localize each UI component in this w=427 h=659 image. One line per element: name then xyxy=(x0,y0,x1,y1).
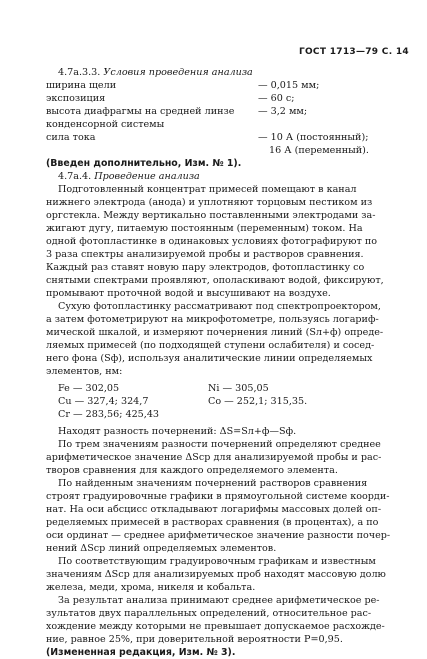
analytical-line: Co — 252,1; 315,35. xyxy=(208,396,308,407)
analytical-line-row xyxy=(46,408,408,421)
text-line: Подготовленный концентрат примесей помещают в канал xyxy=(58,184,357,195)
page-header: ГОСТ 1713—79 С. 14 xyxy=(298,47,409,57)
text-line: него фона (Sф), используя аналитические линии определяемых xyxy=(46,353,373,364)
param-value: — 0,015 мм; xyxy=(258,80,320,91)
text-line: значениям ΔSср для анализируемых проб находят массовую долю xyxy=(46,569,386,580)
param-value xyxy=(258,118,408,131)
text-line: Каждый раз ставят новую пару электродов, фотопластинку со xyxy=(46,262,365,273)
text-line: промывают проточной водой и высушивают на воздухе. xyxy=(46,288,331,299)
param-row xyxy=(46,118,408,131)
section-number: 4.7а.4. xyxy=(58,171,92,182)
analysis-parameters xyxy=(46,79,408,157)
analytical-line: Cu — 327,4; 324,7 xyxy=(58,396,149,407)
text-line: За результат анализа принимают среднее арифметическое ре- xyxy=(58,595,380,606)
text-line: По трем значениям разности почернений определяют среднее xyxy=(58,439,381,450)
text-line: По соответствующим градуировочным графикам и известным xyxy=(58,556,376,567)
param-label: экспозиция xyxy=(46,93,106,104)
analytical-line: Cr — 283,56; 425,43 xyxy=(58,409,160,420)
text-line: ляемых примесей (по подходящей ступени ослабителя) и сосед- xyxy=(46,340,375,351)
text-line: снятыми спектрами проявляют, ополаскивают водой, фиксируют, xyxy=(46,275,384,286)
text-line: арифметическое значение ΔSср для анализируемой пробы и рас- xyxy=(46,452,382,463)
analytical-line-row xyxy=(46,395,408,408)
param-label: конденсорной системы xyxy=(46,119,165,130)
text-line: зультатов двух параллельных определений, относительное рас- xyxy=(46,608,372,619)
amendment-note-1: (Введен дополнительно, Изм. № 1). xyxy=(46,158,242,169)
text-line: жигают дугу, питаемую постоянным (переменным) током. На xyxy=(46,223,363,234)
param-value: — 3,2 мм; xyxy=(258,106,308,117)
difference-formula: Находят разность почернений: ΔS=Sл+ф—Sф. xyxy=(58,426,297,437)
text-line: железа, меди, хрома, никеля и кобальта. xyxy=(46,582,256,593)
analytical-line-row xyxy=(46,382,408,395)
text-line: оргстекла. Между вертикально поставленными электродами за- xyxy=(46,210,376,221)
text-line: элементов, нм: xyxy=(46,366,123,377)
text-line: оси ординат — среднее арифметическое значение разности почер- xyxy=(46,530,391,541)
text-line: творов сравнения для каждого определяемого элемента. xyxy=(46,465,338,476)
param-row xyxy=(46,131,408,144)
text-line: а затем фотометрируют на микрофотометре, пользуясь логариф- xyxy=(46,314,379,325)
param-label: ширина щели xyxy=(46,80,117,91)
text-line: ределяемых примесей в растворах сравнения (в процентах), а по xyxy=(46,517,379,528)
param-row xyxy=(46,79,408,92)
param-label: высота диафрагмы на средней линзе xyxy=(46,106,235,117)
section-number: 4.7а.3.3. xyxy=(58,67,101,78)
analytical-line xyxy=(208,408,408,421)
text-line: По найденным значениям почернений растворов сравнения xyxy=(58,478,368,489)
text-line: нений ΔSср линий определяемых элементов. xyxy=(46,543,277,554)
paragraph-6 xyxy=(46,555,408,594)
section-4-7a-3-3-title xyxy=(46,66,408,79)
param-label xyxy=(46,144,258,157)
param-row xyxy=(46,105,408,118)
paragraph-4 xyxy=(46,438,408,477)
paragraph-5 xyxy=(46,477,408,555)
param-row xyxy=(46,92,408,105)
param-label: сила тока xyxy=(46,132,96,143)
param-value: 16 А (переменный). xyxy=(269,145,369,156)
section-title: Условия проведения анализа xyxy=(103,67,253,78)
text-line: хождение между которыми не превышает допускаемое расхожде- xyxy=(46,621,385,632)
amendment-note-3: (Измененная редакция, Изм. № 3). xyxy=(46,647,236,658)
text-line: 3 раза спектры анализируемой пробы и растворов сравнения. xyxy=(46,249,364,260)
paragraph-2 xyxy=(46,300,408,378)
text-line: Сухую фотопластинку рассматривают под спектропроектором, xyxy=(58,301,381,312)
document-body xyxy=(46,66,408,659)
analytical-lines-list xyxy=(46,382,408,421)
text-line: одной фотопластинке в одинаковых условиях фотографируют по xyxy=(46,236,377,247)
analytical-line: Fe — 302,05 xyxy=(58,383,120,394)
paragraph-7 xyxy=(46,594,408,646)
section-4-7a-4-title xyxy=(46,170,408,183)
text-line: мической шкалой, и измеряют почернения линий (Sл+ф) опреде- xyxy=(46,327,384,338)
text-line: нат. На оси абсцисс откладывают логарифмы массовых долей оп- xyxy=(46,504,382,515)
paragraph-1 xyxy=(46,183,408,300)
text-line: нижнего электрода (анода) и уплотняют торцовым пестиком из xyxy=(46,197,373,208)
param-row xyxy=(46,144,408,157)
analytical-line: Ni — 305,05 xyxy=(208,383,269,394)
text-line: строят градуировочные графики в прямоугольной системе коорди- xyxy=(46,491,390,502)
param-value: — 10 А (постоянный); xyxy=(258,132,369,143)
text-line: ние, равное 25%, при доверительной вероятности P=0,95. xyxy=(46,634,343,645)
section-title: Проведение анализа xyxy=(94,171,200,182)
param-value: — 60 с; xyxy=(258,93,295,104)
